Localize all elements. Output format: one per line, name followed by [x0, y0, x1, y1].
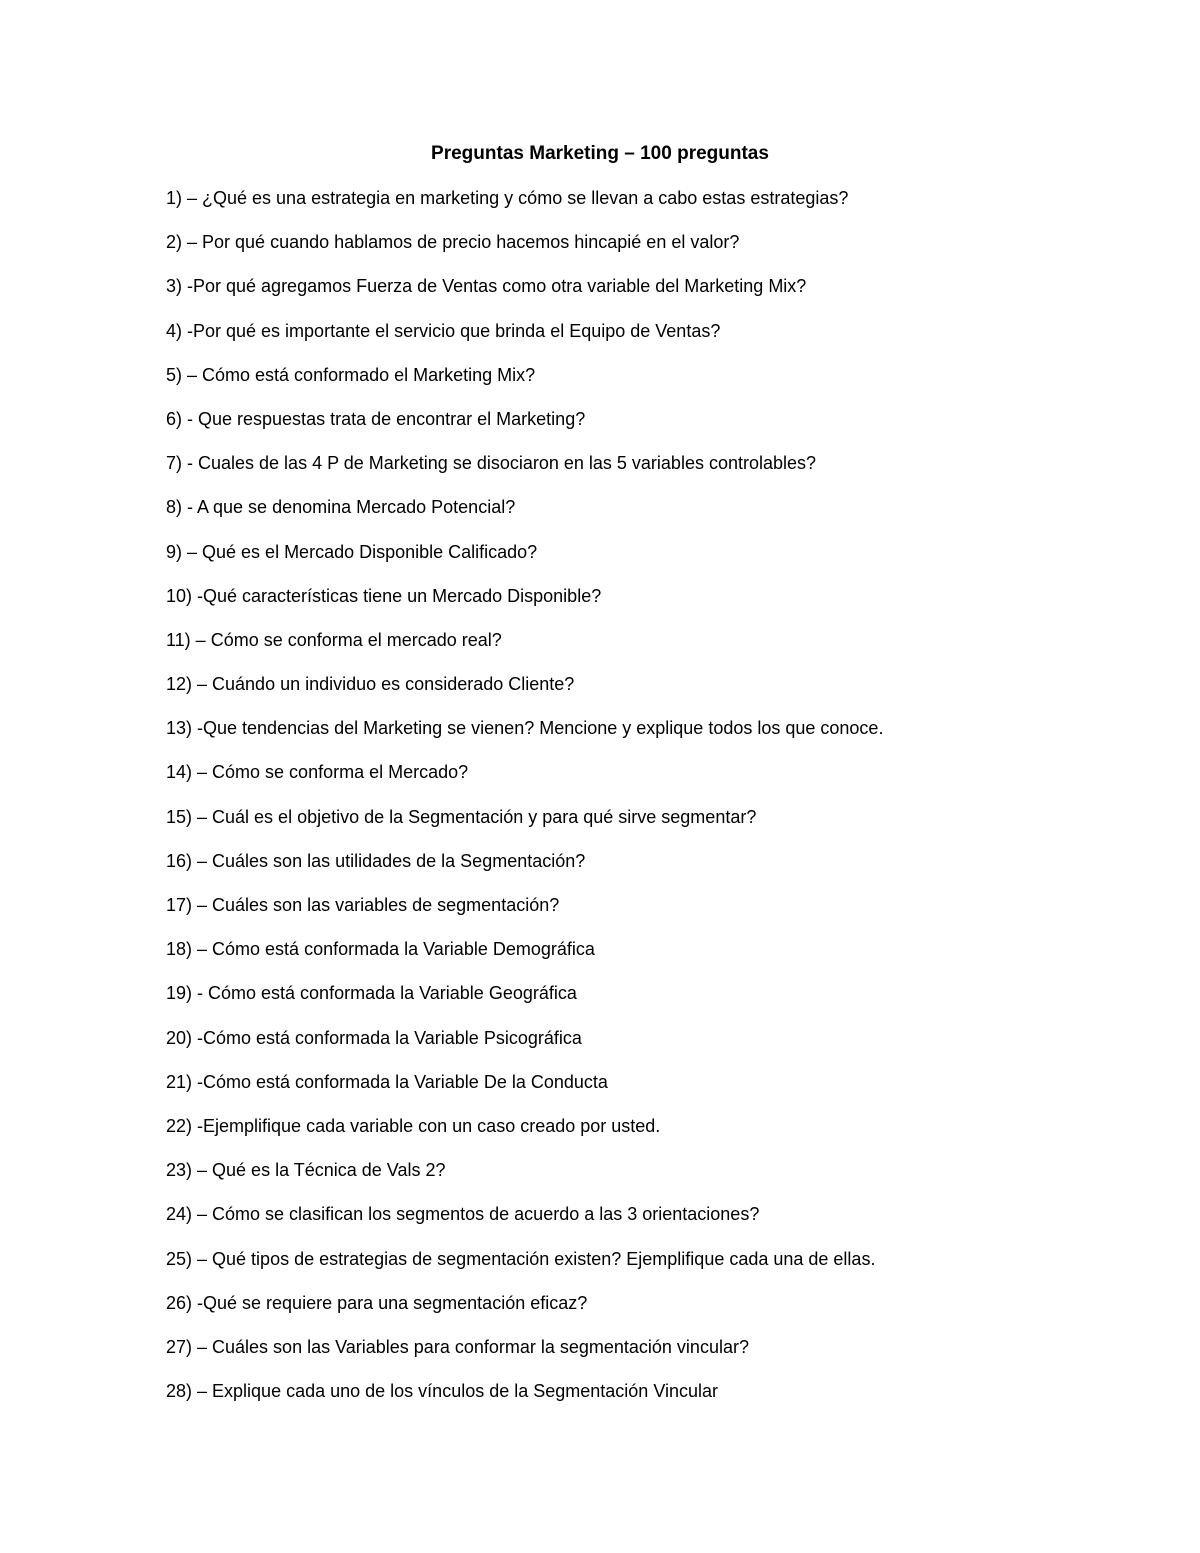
question-item: 25) – Qué tipos de estrategias de segmentación existen? Ejemplifique cada una de ellas.	[166, 1248, 876, 1269]
question-item: 8) - A que se denomina Mercado Potencial?	[166, 497, 516, 518]
question-item: 13) -Que tendencias del Marketing se vienen? Mencione y explique todos los que conoce.	[166, 718, 884, 739]
question-item: 9) – Qué es el Mercado Disponible Calificado?	[166, 541, 538, 562]
question-item: 7) - Cuales de las 4 P de Marketing se disociaron en las 5 variables controlables?	[166, 453, 817, 474]
question-item: 14) – Cómo se conforma el Mercado?	[166, 762, 469, 783]
question-item: 24) – Cómo se clasifican los segmentos de acuerdo a las 3 orientaciones?	[166, 1204, 760, 1225]
question-item: 4) -Por qué es importante el servicio que brinda el Equipo de Ventas?	[166, 320, 721, 341]
question-item: 6) - Que respuestas trata de encontrar el Marketing?	[166, 408, 586, 429]
question-item: 5) – Cómo está conformado el Marketing Mix?	[166, 364, 536, 385]
question-list	[166, 185, 1126, 1422]
question-item: 15) – Cuál es el objetivo de la Segmentación y para qué sirve segmentar?	[166, 806, 757, 827]
question-item: 10) -Qué características tiene un Mercado Disponible?	[166, 585, 602, 606]
question-item: 20) -Cómo está conformada la Variable Psicográfica	[166, 1027, 582, 1048]
question-item: 11) – Cómo se conforma el mercado real?	[166, 629, 502, 650]
question-item: 23) – Qué es la Técnica de Vals 2?	[166, 1160, 446, 1181]
question-item: 21) -Cómo está conformada la Variable De la Conducta	[166, 1071, 608, 1092]
question-item: 19) - Cómo está conformada la Variable Geográfica	[166, 983, 577, 1004]
question-item: 17) – Cuáles son las variables de segmentación?	[166, 895, 560, 915]
question-item: 27) – Cuáles son las Variables para conformar la segmentación vincular?	[166, 1336, 749, 1357]
question-item: 22) -Ejemplifique cada variable con un caso creado por usted.	[166, 1115, 661, 1136]
question-item: 26) -Qué se requiere para una segmentación eficaz?	[166, 1292, 588, 1313]
question-item: 2) – Por qué cuando hablamos de precio hacemos hincapié en el valor?	[166, 232, 740, 253]
question-item: 3) -Por qué agregamos Fuerza de Ventas como otra variable del Marketing Mix?	[166, 276, 807, 297]
document-title: Preguntas Marketing – 100 preguntas	[431, 143, 769, 164]
question-item: 18) – Cómo está conformada la Variable Demográfica	[166, 939, 595, 960]
question-item: 12) – Cuándo un individuo es considerado Cliente?	[166, 674, 575, 695]
question-item: 28) – Explique cada uno de los vínculos de la Segmentación Vincular	[166, 1381, 719, 1402]
question-item: 16) – Cuáles son las utilidades de la Segmentación?	[166, 850, 586, 871]
question-item: 1) – ¿Qué es una estrategia en marketing y cómo se llevan a cabo estas estrategias?	[166, 188, 849, 208]
